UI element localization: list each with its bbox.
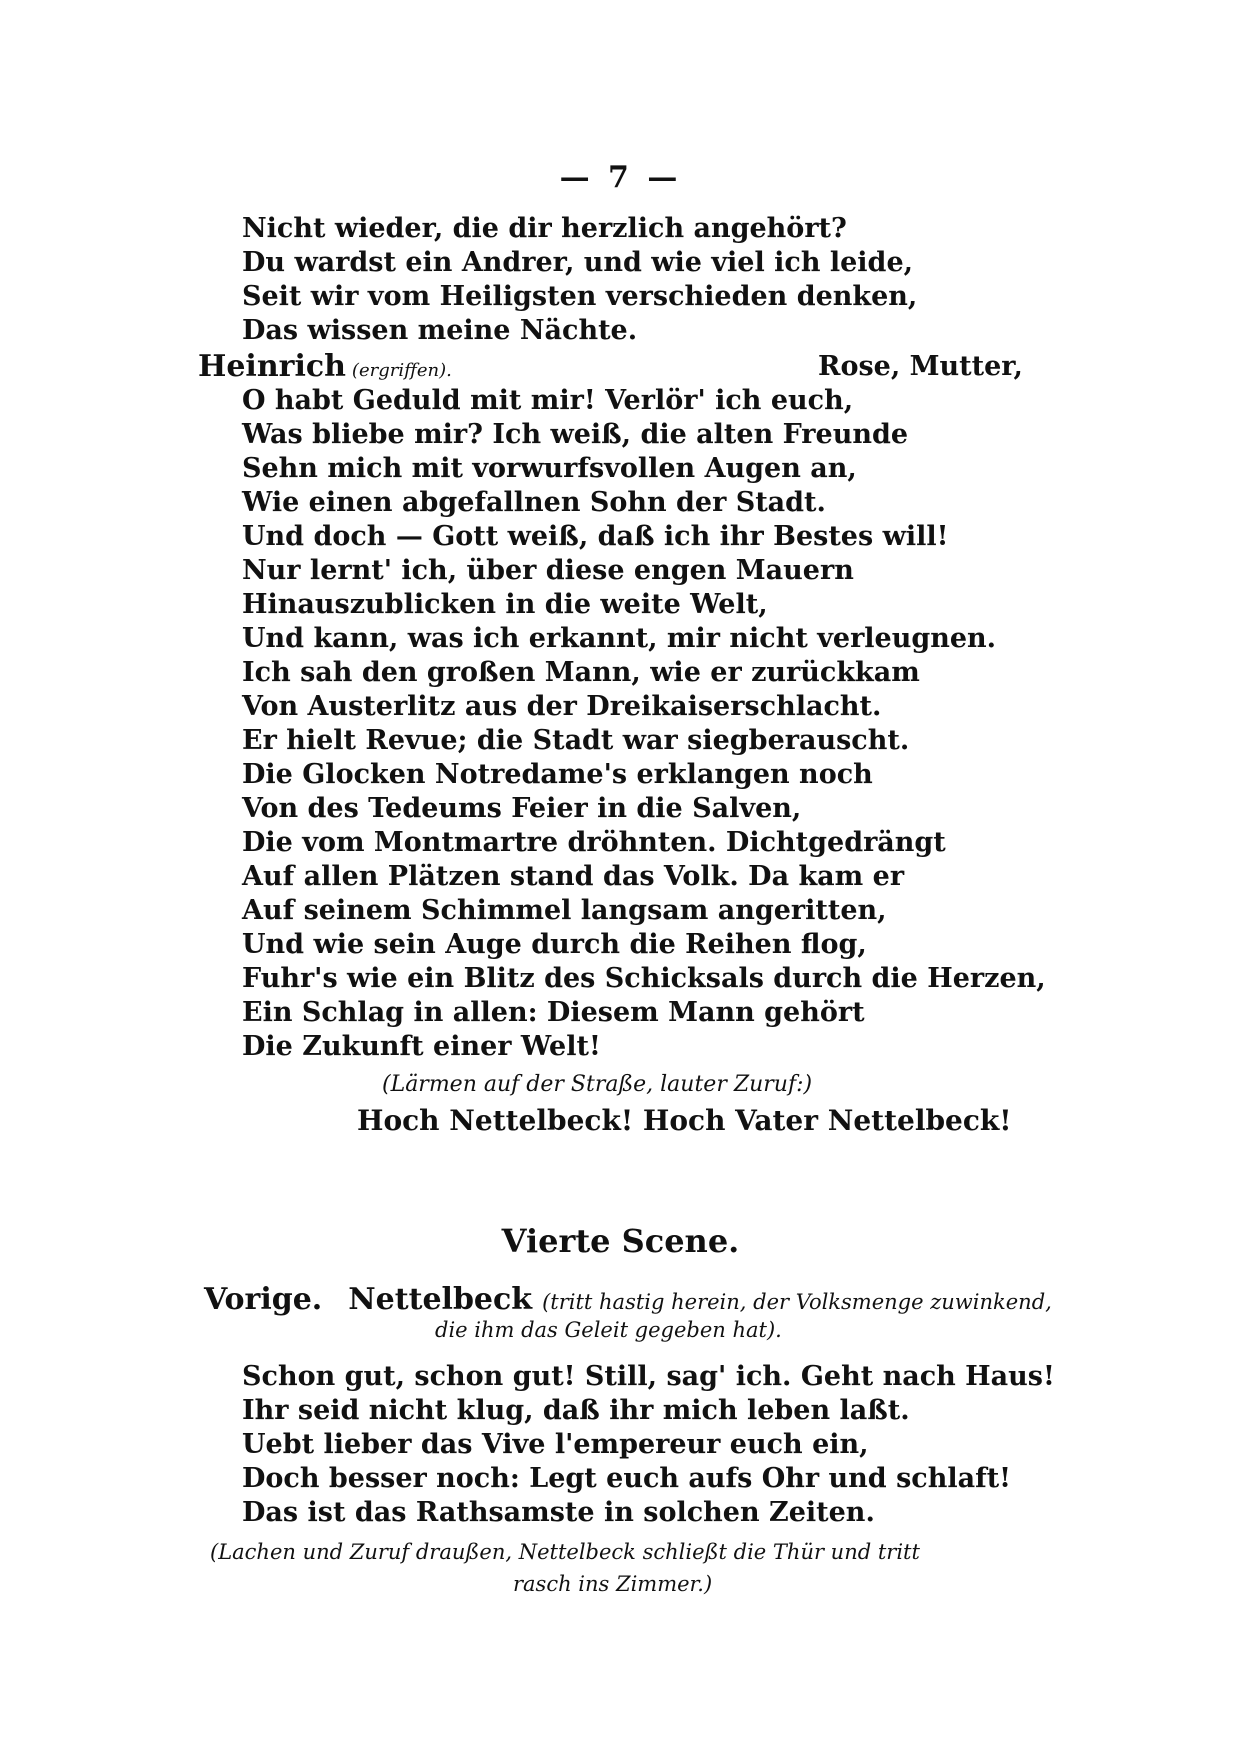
verse-line: Die Glocken Notredame's erklangen noch xyxy=(242,759,873,790)
heinrich-speaker-line xyxy=(198,350,1098,388)
verse-line: Ihr seid nicht klug, daß ihr mich leben laßt. xyxy=(242,1395,910,1426)
speaker-direction: (ergriffen). xyxy=(351,360,452,381)
page-number: — 7 — xyxy=(559,160,682,195)
scene-title: Vierte Scene. xyxy=(501,1222,740,1260)
final-stage-direction-continuation: rasch ins Zimmer.) xyxy=(513,1572,713,1596)
verse-line: Schon gut, schon gut! Still, sag' ich. Geht nach Haus! xyxy=(242,1361,1055,1392)
character-name: Vorige. xyxy=(204,1282,323,1317)
verse-line: Auf allen Plätzen stand das Volk. Da kam er xyxy=(242,861,905,892)
verse-line: Sehn mich mit vorwurfsvollen Augen an, xyxy=(242,453,857,484)
final-stage-direction: (Lachen und Zuruf draußen, Nettelbeck schließt die Thür und tritt xyxy=(210,1540,920,1564)
verse-line: Und kann, was ich erkannt, mir nicht verleugnen. xyxy=(242,623,997,654)
speaker-name: Heinrich xyxy=(198,349,346,384)
verse-line: Er hielt Revue; die Stadt war siegberauscht. xyxy=(242,725,910,756)
verse-line: Du wardst ein Andrer, und wie viel ich leide, xyxy=(242,247,914,278)
verse-line: O habt Geduld mit mir! Verlör' ich euch, xyxy=(242,385,854,416)
crowd-shout: Hoch Nettelbeck! Hoch Vater Nettelbeck! xyxy=(357,1104,1012,1137)
verse-line: Uebt lieber das Vive l'empereur euch ein, xyxy=(242,1429,869,1460)
verse-line: Das wissen meine Nächte. xyxy=(242,315,638,346)
verse-line: Und wie sein Auge durch die Reihen flog, xyxy=(242,929,867,960)
verse-line: Von Austerlitz aus der Dreikaiserschlacht. xyxy=(242,691,882,722)
verse-line: Wie einen abgefallnen Sohn der Stadt. xyxy=(242,487,826,518)
verse-line: Von des Tedeums Feier in die Salven, xyxy=(242,793,802,824)
verse-line: Hinauszublicken in die weite Welt, xyxy=(242,589,768,620)
verse-line: Nur lernt' ich, über diese engen Mauern xyxy=(242,555,854,586)
verse-line: Nicht wieder, die dir herzlich angehört? xyxy=(242,213,847,244)
verse-line: Ein Schlag in allen: Diesem Mann gehört xyxy=(242,997,865,1028)
verse-line: Und doch — Gott weiß, daß ich ihr Bestes will! xyxy=(242,521,949,552)
verse-line: Doch besser noch: Legt euch aufs Ohr und schlaft! xyxy=(242,1463,1012,1494)
entrance-direction: (tritt hastig herein, der Volksmenge zuwinkend, xyxy=(542,1290,1052,1314)
verse-line: Die Zukunft einer Welt! xyxy=(242,1031,601,1062)
verse-line: Auf seinem Schimmel langsam angeritten, xyxy=(242,895,887,926)
verse-line: Die vom Montmartre dröhnten. Dichtgedrängt xyxy=(242,827,946,858)
characters-line xyxy=(204,1282,1052,1317)
verse-line: Ich sah den großen Mann, wie er zurückkam xyxy=(242,657,920,688)
verse-line: Das ist das Rathsamste in solchen Zeiten. xyxy=(242,1497,875,1528)
verse-line: Fuhr's wie ein Blitz des Schicksals durch die Herzen, xyxy=(242,963,1046,994)
character-name: Nettelbeck xyxy=(348,1282,533,1317)
verse-line: Was bliebe mir? Ich weiß, die alten Freunde xyxy=(242,419,909,450)
entrance-direction-continuation: die ihm das Geleit gegeben hat). xyxy=(435,1318,782,1342)
verse-line: Seit wir vom Heiligsten verschieden denken, xyxy=(242,281,918,312)
verse-line-continuation: Rose, Mutter, xyxy=(818,351,1023,382)
stage-direction: (Lärmen auf der Straße, lauter Zuruf:) xyxy=(382,1072,813,1097)
